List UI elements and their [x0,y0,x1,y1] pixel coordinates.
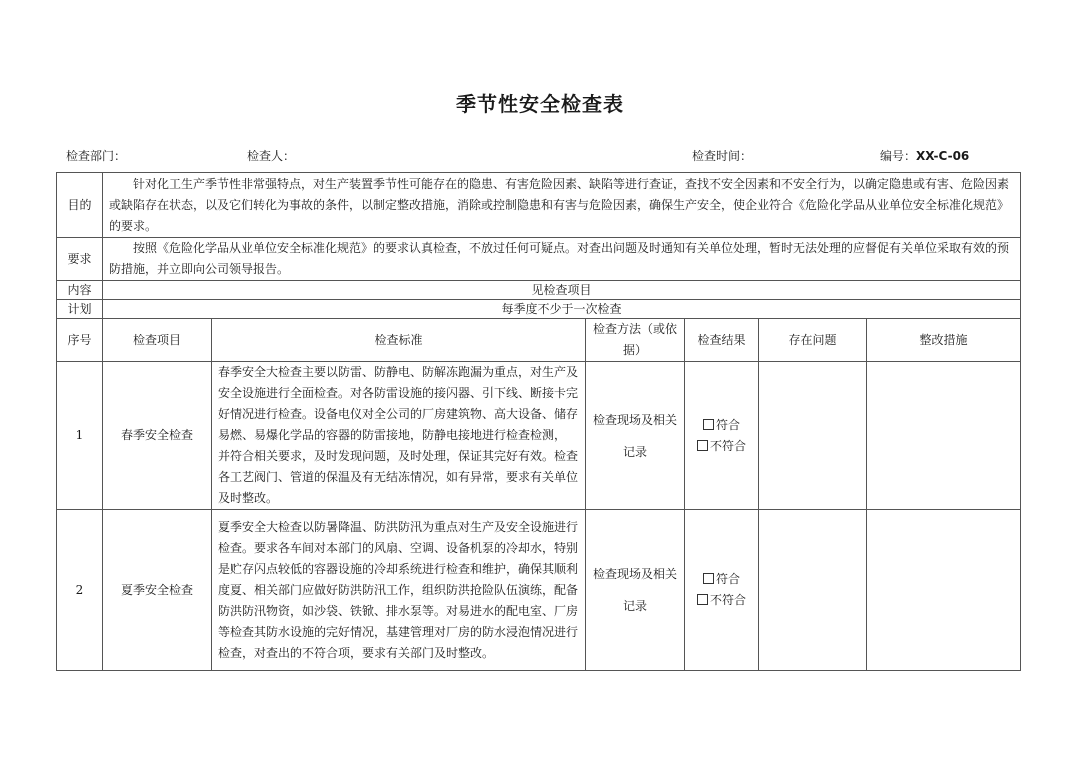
result-pass-option[interactable] [691,415,752,436]
form-number [880,147,969,164]
column-header-row [57,319,1021,362]
row-result [685,362,759,510]
purpose-text: 针对化工生产季节性非常强特点，对生产装置季节性可能存在的隐患、有害危险因素、缺陷等进行查证，查找不安全因素和不安全行为，以确定隐患或有害、危险因素或缺陷存在状态，以及它们转化为事故的条件，以制定整改措施，消除或控制隐患和有害与危险因素，确保生产安全，使企业符合《危险化学品从业单位安全标准化规范》的要求。 [103,173,1021,238]
inspector-label: 检查人： [247,149,296,163]
plan-text: 每季度不少于一次检查 [103,300,1021,319]
result-fail-label: 不符合 [709,438,746,453]
row-method: 检查现场及相关记录 [586,510,685,671]
number-value: XX-C-06 [916,149,970,163]
plan-label: 计划 [57,300,103,319]
checkbox-icon[interactable] [697,594,708,605]
checkbox-icon[interactable] [697,440,708,451]
col-header-fix: 整改措施 [867,319,1021,362]
row-number: 2 [57,510,103,671]
row-issue [759,510,867,671]
col-header-no: 序号 [57,319,103,362]
number-label: 编号： [880,149,917,163]
time-label: 检查时间： [692,149,753,163]
plan-row [57,300,1021,319]
purpose-label: 目的 [57,173,103,238]
col-header-standard: 检查标准 [212,319,586,362]
row-result [685,510,759,671]
row-standard: 夏季安全大检查以防暑降温、防洪防汛为重点对生产及安全设施进行检查。要求各车间对本部门的风扇、空调、设备机泵的冷却水，特别是贮存闪点较低的容器设施的冷却系统进行检查和维护，确保其顺利度夏、相关部门应做好防洪防汛工作，组织防洪抢险队伍演练，配备防洪防汛物资，如沙袋、铁锨、排水泵等。对易进水的配电室、厂房等检查其防水设施的完好情况，基建管理对厂房的防水浸泡情况进行检查，对查出的不符合项，要求有关部门及时整改。 [212,510,586,671]
purpose-row [57,173,1021,238]
row-issue [759,362,867,510]
content-text: 见检查项目 [103,281,1021,300]
requirement-text: 按照《危险化学品从业单位安全标准化规范》的要求认真检查，不放过任何可疑点。对查出问题及时通知有关单位处理，暂时无法处理的应督促有关单位采取有效的预防措施，并立即向公司领导报告。 [103,238,1021,281]
page-title: 季节性安全检查表 [456,92,624,116]
dept-label: 检查部门： [66,149,127,163]
table-row [57,510,1021,671]
result-pass-label: 符合 [715,417,740,432]
col-header-result: 检查结果 [685,319,759,362]
row-fix [867,362,1021,510]
table-row [57,362,1021,510]
row-number: 1 [57,362,103,510]
result-fail-option[interactable] [691,436,752,457]
result-fail-label: 不符合 [709,593,746,607]
result-pass-label: 符合 [715,572,740,586]
result-fail-option[interactable] [691,590,752,611]
requirement-label: 要求 [57,238,103,281]
content-label: 内容 [57,281,103,300]
row-standard: 春季安全大检查主要以防雷、防静电、防解冻跑漏为重点，对生产及安全设施进行全面检查。对各防雷设施的接闪器、引下线、断接卡完好情况进行检查。设备电仪对全公司的厂房建筑物、高大设备、储存易燃、易爆化学品的容器的防雷接地，防静电接地进行检查检测， 并符合相关要求，及时发现问题，及时处理，保证其完好有效。检查各工艺阀门、管道的保温及有无结冻情况，如有异常，要求有关单位及时整改。 [212,362,586,510]
checkbox-icon[interactable] [703,573,714,584]
row-fix [867,510,1021,671]
inspection-table [56,172,1021,671]
col-header-issue: 存在问题 [759,319,867,362]
content-row [57,281,1021,300]
col-header-method: 检查方法（或依据） [586,319,685,362]
col-header-item: 检查项目 [103,319,212,362]
result-pass-option[interactable] [691,569,752,590]
row-item: 夏季安全检查 [103,510,212,671]
row-item: 春季安全检查 [103,362,212,510]
row-method: 检查现场及相关记录 [586,362,685,510]
checkbox-icon[interactable] [703,419,714,430]
requirement-row [57,238,1021,281]
